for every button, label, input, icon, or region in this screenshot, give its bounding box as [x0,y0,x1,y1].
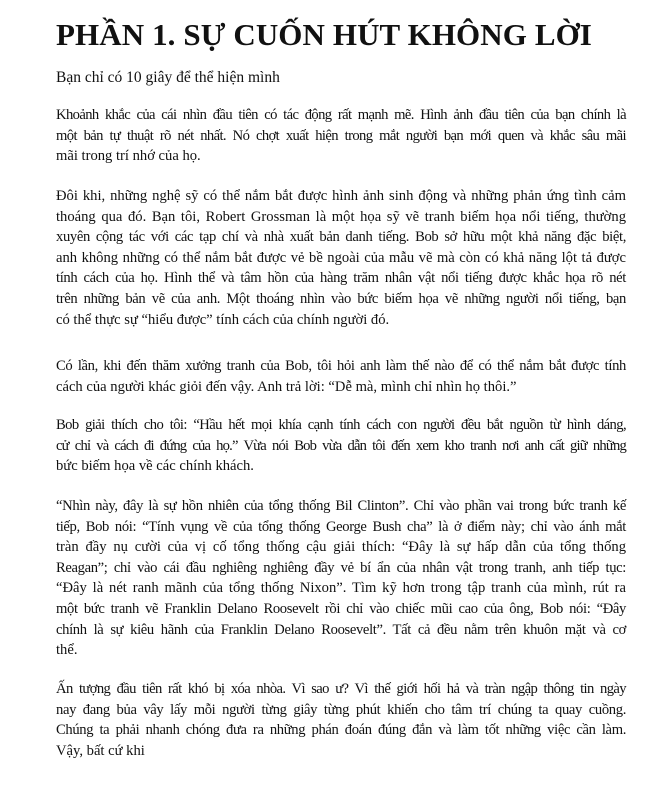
text-line: thoáng qua đó. Bạn tôi, Robert Grossman là một họa sỹ vẽ tranh biếm họa nổi tiếng, thường [56,208,626,225]
text-line: trên những bản vẽ của anh. Một thoáng nhìn vào bức biếm họa vẽ những người nổi tiếng, bạn [56,290,626,307]
text-line: Có lần, khi đến thăm xưởng tranh của Bob, tôi hỏi anh làm thế nào để có thể nắm bắt được tính [56,358,626,374]
text-line: “Đây là nét ranh mãnh của tổng thống Nixon”. Tìm kỹ hơn trong tập tranh của mình, rút ra [56,580,626,597]
text-line: cách của người khác giỏi đến vậy. Anh trả lời: “Dễ mà, mình chỉ nhìn họ thôi.” [56,378,517,395]
paragraph-first-impression [56,105,626,167]
text-line: “Nhìn này, đây là sự hồn nhiên của tổng thống Bil Clinton”. Chỉ vào phần vai trong bức tranh kế [56,498,626,514]
text-line: tràn đầy nụ cười của vị cố tổng thống cậu giải thích: “Đây là sự hấp dẫn của tổng thống [56,539,626,556]
paragraph-caricatures [56,496,626,661]
text-line: Vậy, bất cứ khi [56,742,145,759]
text-line: Chúng ta phải nhanh chóng đưa ra những phán đoán đúng đắn và làm tốt những việc cần làm. [56,722,626,739]
paragraph-lasting-impression [56,679,626,761]
text-line: Đôi khi, những nghệ sỹ có thể nắm bắt được hình ảnh sinh động và những phản ứng tình cảm [56,188,626,204]
paragraph-explanation [56,415,626,477]
text-line: một bản tự thuật rõ nét nhất. Nó chợt xuất hiện trong mắt người bạn mới quen và khắc sâu mãi [56,127,626,144]
paragraph-artist [56,186,626,330]
text-line: Reagan”; chỉ vào cái đầu nghiêng nghiêng đầy vẻ bí ẩn của nhân vật trong tranh, anh tiếp tục: [56,559,626,576]
text-line: mãi trong trí nhớ của họ. [56,148,201,165]
text-line: cử chỉ và cách đi đứng của họ.” Vừa nói Bob vừa dẫn tôi đến xem kho tranh nơi anh cất giữ những [56,437,626,454]
text-line: Ấn tượng đầu tiên rất khó bị xóa nhòa. Vì sao ư? Vì thế giới hối hả và tràn ngập thông tin ngày [56,681,626,697]
text-line: một bức tranh vẽ Franklin Delano Roosevelt rồi chỉ vào chiếc mũi cao của ông, Bob nói: “Đây [56,600,626,617]
text-line: nay đang bủa vây lấy mỗi người từng giây từng phút khiến cho tâm trí chúng ta quay cuồng. [56,701,626,718]
paragraph-visit [56,356,626,397]
text-line: xuyên cộng tác với các tạp chí và nhà xuất bản danh tiếng. Bob sở hữu một khả năng đặc biệt, [56,229,626,246]
text-line: thể. [56,642,78,659]
text-line: anh không những có thể nắm bắt được vẻ bề ngoài của mẫu vẽ mà còn có khả năng lột tả được [56,249,626,266]
chapter-title: PHẦN 1. SỰ CUỐN HÚT KHÔNG LỜI [56,17,592,52]
text-line: Bob giải thích cho tôi: “Hầu hết mọi khía cạnh tính cách con người đều bắt nguồn từ hình dáng, [56,417,626,433]
text-line: Khoảnh khắc của cái nhìn đầu tiên có tác động rất mạnh mẽ. Hình ảnh đầu tiên của bạn chính là [56,107,626,123]
text-line: tiếp, Bob nói: “Tính vụng về của tổng thống George Bush cha” là ở điểm này; chỉ vào ánh mắt [56,518,626,535]
text-line: có thể thực sự “hiểu được” tính cách của chính người đó. [56,311,390,328]
text-line: bức biếm họa về các chính khách. [56,458,254,475]
text-line: tính cách của họ. Hình thể và tâm hồn của hàng trăm nhân vật nổi tiếng được khắc họa rõ nét [56,270,626,287]
text-line: chính là sự kiêu hãnh của Franklin Delano Roosevelt”. Tất cả đều nằm trên khuôn mặt và cơ [56,621,626,638]
chapter-subtitle: Bạn chỉ có 10 giây để thể hiện mình [56,69,280,86]
